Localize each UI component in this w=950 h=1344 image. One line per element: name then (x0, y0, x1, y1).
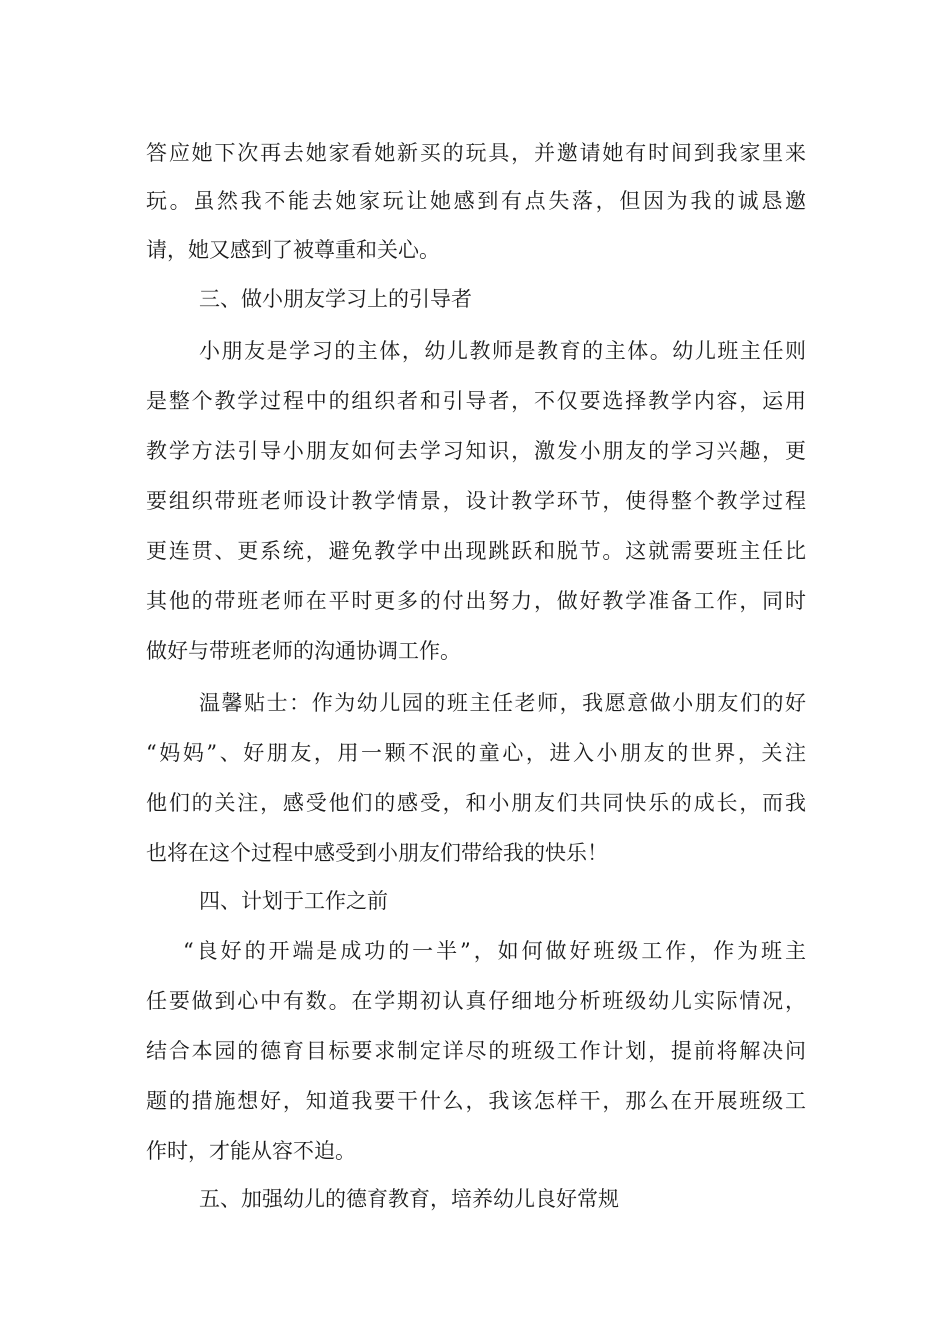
paragraph-line: 是整个教学过程中的组织者和引导者，不仅要选择教学内容，运用 (146, 389, 806, 413)
tip-paragraph-line: 也将在这个过程中感受到小朋友们带给我的快乐！ (146, 841, 608, 865)
section-heading-3: 三、做小朋友学习上的引导者 (199, 287, 472, 311)
tip-paragraph-line: “妈妈”、好朋友，用一颗不泯的童心，进入小朋友的世界，关注 (146, 741, 806, 765)
paragraph-line: 教学方法引导小朋友如何去学习知识，激发小朋友的学习兴趣，更 (146, 439, 806, 463)
tip-paragraph-line: 他们的关注，感受他们的感受，和小朋友们共同快乐的成长，而我 (146, 791, 806, 815)
section-heading-4: 四、计划于工作之前 (199, 889, 388, 913)
paragraph-line: “良好的开端是成功的一半”，如何做好班级工作，作为班主 (183, 939, 806, 963)
paragraph-line: 更连贯、更系统，避免教学中出现跳跃和脱节。这就需要班主任比 (146, 539, 806, 563)
paragraph-line: 玩。虽然我不能去她家玩让她感到有点失落，但因为我的诚恳邀 (146, 189, 806, 213)
paragraph-line: 要组织带班老师设计教学情景，设计教学环节，使得整个教学过程 (146, 489, 806, 513)
paragraph-line: 做好与带班老师的沟通协调工作。 (146, 639, 461, 663)
paragraph-line: 请，她又感到了被尊重和关心。 (146, 238, 440, 262)
paragraph-line: 结合本园的德育目标要求制定详尽的班级工作计划，提前将解决问 (146, 1039, 806, 1063)
paragraph-line: 小朋友是学习的主体，幼儿教师是教育的主体。幼儿班主任则 (199, 339, 806, 363)
section-heading-5: 五、加强幼儿的德育教育，培养幼儿良好常规 (199, 1187, 619, 1211)
paragraph-line: 任要做到心中有数。在学期初认真仔细地分析班级幼儿实际情况， (146, 989, 806, 1013)
tip-paragraph-line: 温馨贴士：作为幼儿园的班主任老师，我愿意做小朋友们的好 (199, 691, 806, 715)
paragraph-line: 其他的带班老师在平时更多的付出努力，做好教学准备工作，同时 (146, 589, 806, 613)
paragraph-line: 题的措施想好，知道我要干什么，我该怎样干，那么在开展班级工 (146, 1089, 806, 1113)
paragraph-line: 作时，才能从容不迫。 (146, 1139, 356, 1163)
paragraph-line: 答应她下次再去她家看她新买的玩具，并邀请她有时间到我家里来 (146, 141, 806, 165)
